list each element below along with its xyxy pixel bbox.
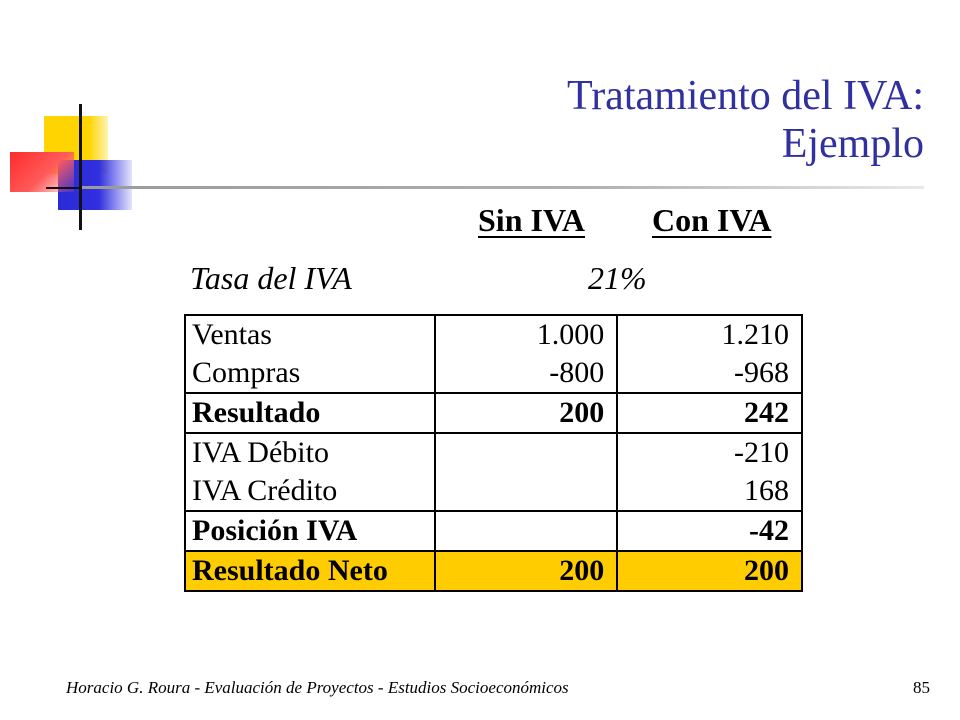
page-number: 85 xyxy=(913,678,930,697)
logo-red-square xyxy=(10,152,74,192)
cell-con-iva: -968 xyxy=(617,354,802,393)
row-label: Posición IVA xyxy=(185,511,435,551)
row-label: IVA Débito xyxy=(185,433,435,472)
cell-con-iva: 242 xyxy=(617,393,802,433)
table-row xyxy=(185,511,802,551)
cell-con-iva: -42 xyxy=(617,511,802,551)
tax-rate-value: 21% xyxy=(588,260,647,296)
cell-sin-iva xyxy=(435,472,618,511)
cell-con-iva: 168 xyxy=(617,472,802,511)
cell-sin-iva xyxy=(435,511,618,551)
cell-sin-iva: 200 xyxy=(435,551,618,591)
logo-vertical-line xyxy=(79,104,82,230)
row-label: Ventas xyxy=(185,315,435,354)
slide-title xyxy=(567,72,924,168)
column-header-sin-iva: Sin IVA xyxy=(478,202,586,238)
title-line-1: Tratamiento del IVA: xyxy=(567,73,924,119)
cell-sin-iva: -800 xyxy=(435,354,618,393)
cell-sin-iva: 200 xyxy=(435,393,618,433)
title-rule xyxy=(82,186,924,189)
row-label: Compras xyxy=(185,354,435,393)
table-row xyxy=(185,354,802,393)
iva-table xyxy=(184,314,803,592)
table-row xyxy=(185,433,802,472)
row-label: IVA Crédito xyxy=(185,472,435,511)
decorative-logo xyxy=(0,0,180,230)
table-row xyxy=(185,472,802,511)
table-row xyxy=(185,393,802,433)
cell-con-iva: -210 xyxy=(617,433,802,472)
title-line-2: Ejemplo xyxy=(781,121,924,167)
row-label: Resultado Neto xyxy=(185,551,435,591)
cell-con-iva: 200 xyxy=(617,551,802,591)
table-row xyxy=(185,315,802,354)
footer-text: Horacio G. Roura - Evaluación de Proyectos - Estudios Socioeconómicos xyxy=(66,678,569,697)
row-label: Resultado xyxy=(185,393,435,433)
cell-con-iva: 1.210 xyxy=(617,315,802,354)
table-row-highlight xyxy=(185,551,802,591)
column-header-con-iva: Con IVA xyxy=(652,202,772,238)
cell-sin-iva: 1.000 xyxy=(435,315,618,354)
cell-sin-iva xyxy=(435,433,618,472)
tax-rate-label: Tasa del IVA xyxy=(190,260,352,296)
